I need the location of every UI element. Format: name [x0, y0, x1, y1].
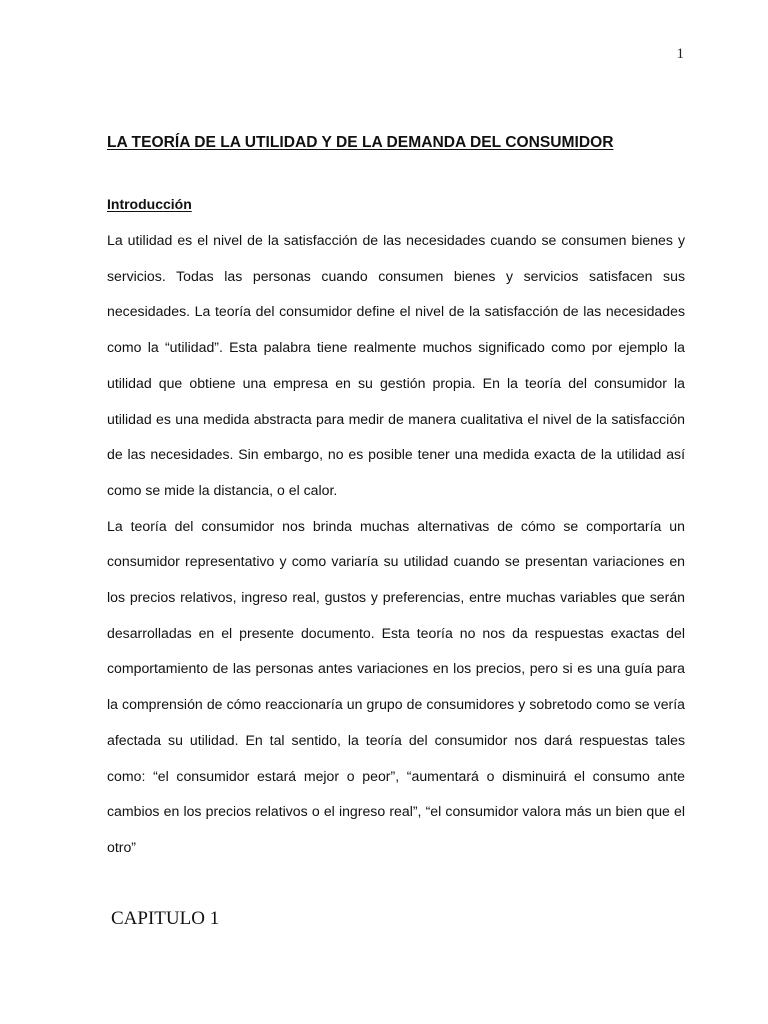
- page-number: 1: [676, 46, 684, 62]
- chapter-label: CAPITULO 1: [111, 908, 220, 929]
- section-heading-introduccion: Introducción: [107, 196, 192, 212]
- paragraph-2: La teoría del consumidor nos brinda muchas alternativas de cómo se comportaría un consumidor representativo y como variaría su utilidad cuando se presentan variaciones en los precios relativos, ingreso real, gustos y preferencias, entre muchas variables que serán desarrolladas en el presente documento. Esta teoría no nos da respuestas exactas del comportamiento de las personas antes variaciones en los precios, pero si es una guía para la comprensión de cómo reaccionaría un grupo de consumidores y sobretodo como se vería afectada su utilidad. En tal sentido, la teoría del consumidor nos dará respuestas tales como: “el consumidor estará mejor o peor”, “aumentará o disminuirá el consumo ante cambios en los precios relativos o el ingreso real”, “el consumidor valora más un bien que el otro”: [107, 517, 685, 855]
- document-title: LA TEORÍA DE LA UTILIDAD Y DE LA DEMANDA DEL CONSUMIDOR: [107, 134, 614, 151]
- body-text: [107, 223, 685, 866]
- paragraph-1: La utilidad es el nivel de la satisfacción de las necesidades cuando se consumen bienes y servicios. Todas las personas cuando consumen bienes y servicios satisfacen sus necesidades. La teoría del consumidor define el nivel de la satisfacción de las necesidades como la “utilidad”. Esta palabra tiene realmente muchos significado como por ejemplo la utilidad que obtiene una empresa en su gestión propia. En la teoría del consumidor la utilidad es una medida abstracta para medir de manera cualitativa el nivel de la satisfacción de las necesidades. Sin embargo, no es posible tener una medida exacta de la utilidad así como se mide la distancia, o el calor.: [107, 232, 685, 498]
